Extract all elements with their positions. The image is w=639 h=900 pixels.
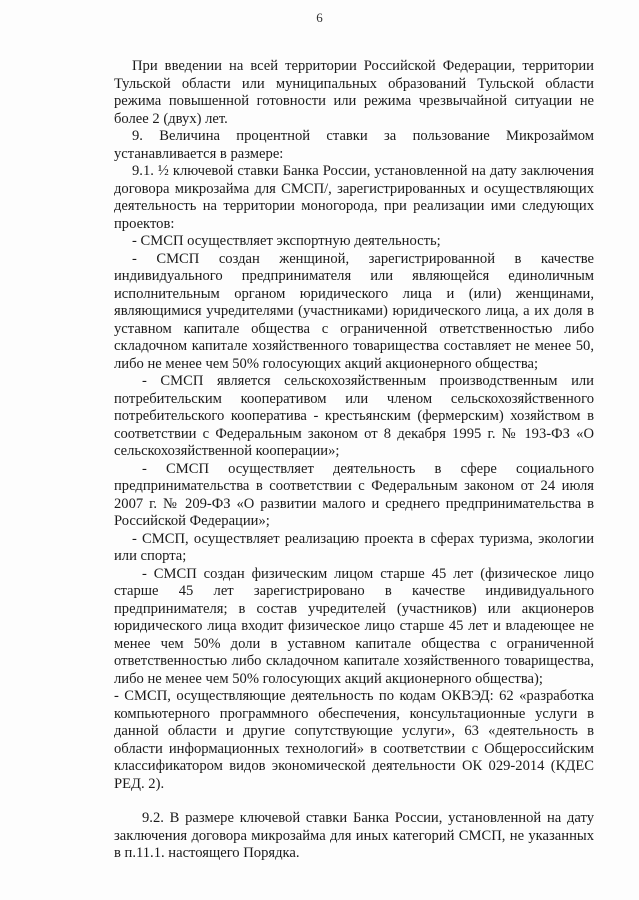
list-item-agricultural-cooperative: - СМСП является сельскохозяйственным производственным или потребительским кооперативом или членом сельскохозяйственного потребительского кооператива - крестьянским (фермерским) хозяйством в соответствии с Федеральным законом от 8 декабря 1995 г. № 193-ФЗ «О сельскохозяйственной кооперации»; — [114, 373, 594, 459]
paragraph-9-1-half-key-rate: 9.1. ½ ключевой ставки Банка России, установленной на дату заключения договора микрозайма для СМСП/, зарегистрированных и осуществляющих деятельность на территории моногорода, при реализации ими следующих проектов: — [114, 163, 594, 232]
paragraph-emergency-regime: При введении на всей территории Российской Федерации, территории Тульской области или муниципальных образований Тульской области режима повышенной готовности или режима чрезвычайной ситуации не более 2 (двух) лет. — [114, 58, 594, 127]
list-item-tourism-ecology-sport: - СМСП, осуществляет реализацию проекта в сферах туризма, экологии или спорта; — [114, 530, 594, 564]
paragraph-9-rate-heading: 9. Величина процентной ставки за пользование Микрозаймом устанавливается в размере: — [114, 128, 594, 162]
page-number: 6 — [316, 10, 323, 25]
list-item-export: - СМСП осуществляет экспортную деятельность; — [132, 233, 441, 249]
paragraph-9-2-key-rate: 9.2. В размере ключевой ставки Банка России, установленной на дату заключения договора микрозайма для иных категорий СМСП, не указанных в п.11.1. настоящего Порядка. — [114, 810, 594, 861]
list-item-founder-over-45: - СМСП создан физическим лицом старше 45 лет (физическое лицо старше 45 лет зарегистрировано в качестве индивидуального предпринимателя; в состав учредителей (участников) или акционеров юридического лица входит физическое лицо старше 45 лет и владеющее не менее чем 50% доли в уставном капитале общества с ограниченной ответственностью либо складочном капитале хозяйственного товарищества, либо не менее чем 50% голосующих акций акционерного общества); — [114, 565, 594, 687]
list-item-social-entrepreneurship: - СМСП осуществляет деятельность в сфере социального предпринимательства в соответствии с Федеральным законом от 24 июля 2007 г. № 209-ФЗ «О развитии малого и среднего предпринимательства в Российской Федерации»; — [114, 460, 594, 529]
document-body — [114, 58, 594, 863]
list-item-okved-it: - СМСП, осуществляющие деятельность по кодам ОКВЭД: 62 «разработка компьютерного программного обеспечения, консультационные услуги в данной области и другие сопутствующие услуги», 63 «деятельность в области информационных технологий» в соответствии с Общероссийским классификатором видов экономической деятельности ОК 029-2014 (КДЕС РЕД. 2). — [114, 688, 594, 792]
list-item-women-owned: - СМСП создан женщиной, зарегистрированной в качестве индивидуального предпринимателя или являющейся единоличным исполнительным органом юридического лица и (или) женщинами, являющимися учредителями (участниками) юридического лица, а их доля в уставном капитале общества с ограниченной ответственностью либо складочном капитале хозяйственного товарищества составляет не менее 50, либо не менее чем 50% голосующих акций акционерного общества; — [114, 250, 594, 372]
